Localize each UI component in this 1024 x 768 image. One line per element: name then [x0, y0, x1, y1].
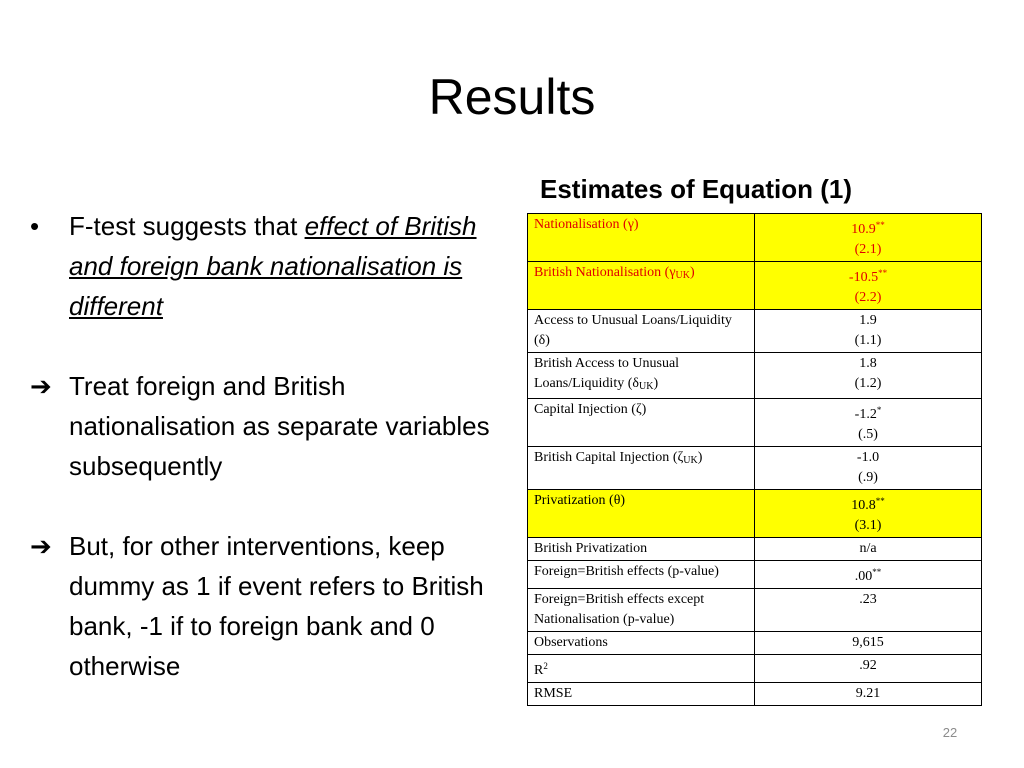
bullet-item — [30, 206, 500, 326]
row-value: 1.8 (1.2) — [755, 353, 982, 399]
row-value: n/a — [755, 538, 982, 561]
row-value: -1.0 (.9) — [755, 447, 982, 490]
arrow-right-icon: ➔ — [30, 531, 52, 561]
row-label: British Capital Injection $(\zeta_{UK})$ — [528, 447, 755, 490]
page-number: 22 — [942, 725, 958, 740]
row-label: Foreign=British effects (p-value) — [528, 561, 755, 589]
row-value: .92 — [755, 655, 982, 683]
row-value: 10.8** (3.1) — [755, 490, 982, 538]
row-value: 9.21 — [755, 683, 982, 706]
row-label: Access to Unusual Loans/Liquidity (δ) — [528, 310, 755, 353]
table-row — [528, 683, 982, 706]
row-value: 10.9** (2.1) — [755, 214, 982, 262]
estimates-table — [527, 213, 982, 706]
table-row — [528, 447, 982, 490]
bullet-text: Treat foreign and British nationalisation as separate variables subsequently — [69, 371, 490, 481]
bullet-item — [30, 526, 500, 686]
table-row — [528, 538, 982, 561]
row-label: $R^2$ — [528, 655, 755, 683]
table-row — [528, 353, 982, 399]
table-title: Estimates of Equation (1) — [540, 174, 853, 204]
row-label: Nationalisation (γ) — [528, 214, 755, 262]
bullet-item — [30, 366, 500, 486]
bullet-emphasis: effect of British and foreign bank nationalisation is different — [69, 211, 477, 321]
table-row — [528, 310, 982, 353]
table-row — [528, 490, 982, 538]
bullet-text: F-test suggests that — [69, 211, 305, 241]
row-value: -10.5** (2.2) — [755, 262, 982, 310]
row-label: British Nationalisation $(\gamma_{UK})$ — [528, 262, 755, 310]
row-value: .00** — [755, 561, 982, 589]
table-row — [528, 214, 982, 262]
row-label: Observations — [528, 632, 755, 655]
row-label: British Privatization — [528, 538, 755, 561]
slide-title: Results — [428, 69, 596, 125]
row-label: British Access to Unusual Loans/Liquidity $(\delta_{UK})$ — [528, 353, 755, 399]
row-value: -1.2* (.5) — [755, 399, 982, 447]
table-row — [528, 399, 982, 447]
table-row — [528, 561, 982, 589]
row-label: Foreign=British effects except Nationalisation (p-value) — [528, 589, 755, 632]
table-row — [528, 655, 982, 683]
table-row — [528, 589, 982, 632]
table-row — [528, 262, 982, 310]
arrow-right-icon: ➔ — [30, 371, 52, 401]
row-label: Privatization (θ) — [528, 490, 755, 538]
bullet-list — [30, 206, 500, 726]
row-label: Capital Injection (ζ) — [528, 399, 755, 447]
table-row — [528, 632, 982, 655]
bullet-dot-icon: • — [30, 211, 40, 241]
row-label: RMSE — [528, 683, 755, 706]
bullet-text: But, for other interventions, keep dummy as 1 if event refers to British bank, -1 if to foreign bank and 0 otherwise — [69, 531, 484, 681]
row-value: 9,615 — [755, 632, 982, 655]
row-value: 1.9 (1.1) — [755, 310, 982, 353]
row-value: .23 — [755, 589, 982, 632]
